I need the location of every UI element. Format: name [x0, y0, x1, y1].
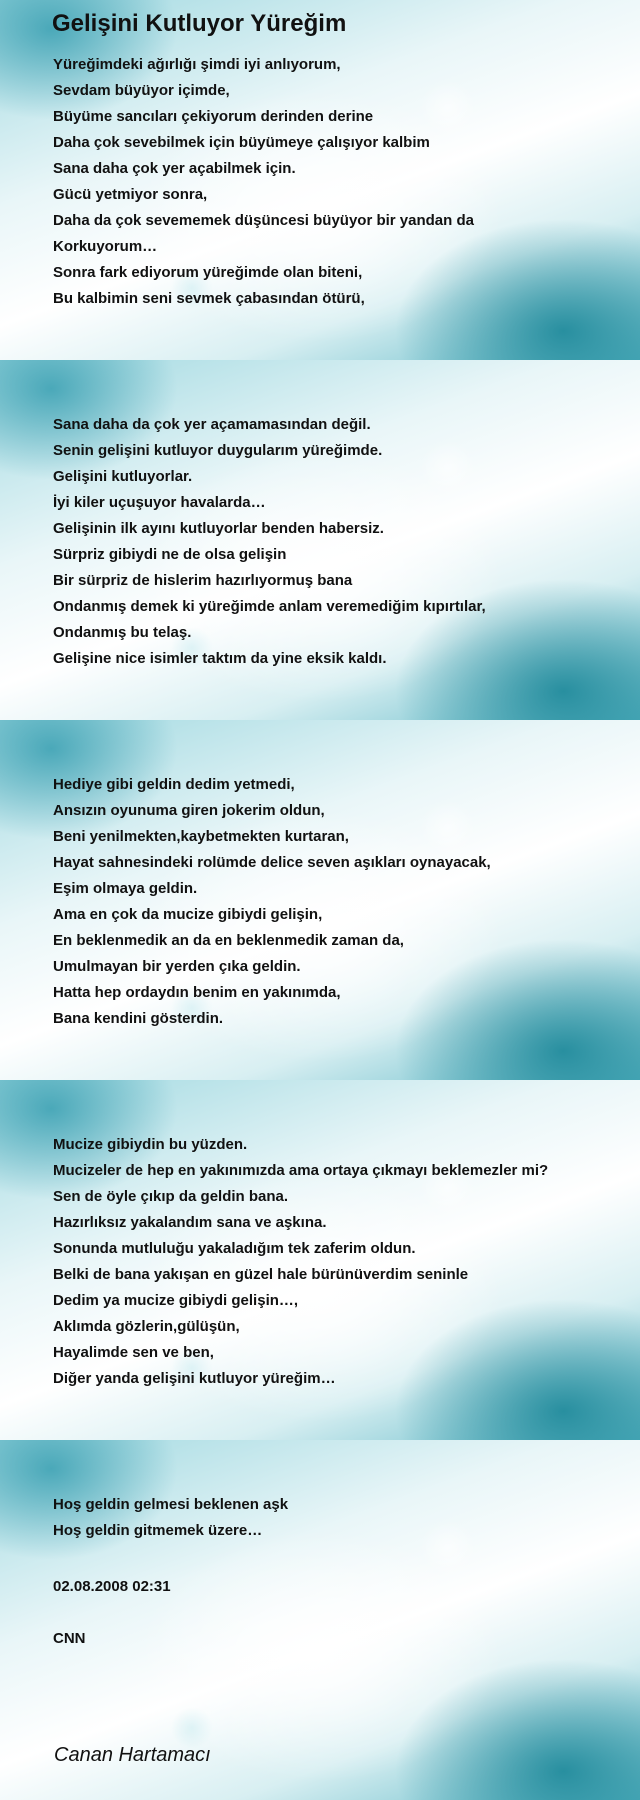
- poem-line: Gelişine nice isimler taktım da yine eksik kaldı.: [53, 650, 387, 667]
- poem-panel-4: [0, 1080, 640, 1440]
- stanza-3: [53, 772, 491, 1032]
- stanza-2: [53, 412, 486, 672]
- poem-line: Sürpriz gibiydi ne de olsa gelişin: [53, 546, 287, 563]
- poem-panel-1: [0, 0, 640, 360]
- poem-line: Ondanmış bu telaş.: [53, 624, 192, 641]
- poem-line: Bana kendini gösterdin.: [53, 1010, 224, 1027]
- poem-line: Sevdam büyüyor içimde,: [53, 82, 230, 99]
- poem-panel-3: [0, 720, 640, 1080]
- poem-line: Eşim olmaya geldin.: [53, 880, 198, 897]
- poem-line: Gelişini kutluyorlar.: [53, 468, 193, 485]
- poem-line: Sonra fark ediyorum yüreğimde olan biteni,: [53, 264, 363, 281]
- poem-line: Ondanmış demek ki yüreğimde anlam veremediğim kıpırtılar,: [53, 598, 486, 615]
- poem-date: 02.08.2008 02:31: [53, 1578, 171, 1595]
- poem-line: Belki de bana yakışan en güzel hale bürünüverdim seninle: [53, 1266, 469, 1283]
- poem-line: Hayalimde sen ve ben,: [53, 1344, 214, 1361]
- poem-line: Yüreğimdeki ağırlığı şimdi iyi anlıyorum,: [53, 56, 341, 73]
- poem-line: Daha da çok sevememek düşüncesi büyüyor bir yandan da: [53, 212, 474, 229]
- poem-line: Sana daha da çok yer açamamasından değil.: [53, 416, 371, 433]
- poem-line: Mucize gibiydin bu yüzden.: [53, 1136, 248, 1153]
- stanza-5: [53, 1492, 288, 1544]
- poem-line: Ansızın oyunuma giren jokerim oldun,: [53, 802, 325, 819]
- poem-source: CNN: [53, 1630, 86, 1647]
- poem-line: Hatta hep ordaydın benim en yakınımda,: [53, 984, 341, 1001]
- poem-line: Sen de öyle çıkıp da geldin bana.: [53, 1188, 289, 1205]
- poem-line: Senin gelişini kutluyor duygularım yüreğimde.: [53, 442, 383, 459]
- poem-line: Hediye gibi geldin dedim yetmedi,: [53, 776, 295, 793]
- poem-panel-5: [0, 1440, 640, 1800]
- poem-line: Hazırlıksız yakalandım sana ve aşkına.: [53, 1214, 327, 1231]
- poem-line: Mucizeler de hep en yakınımızda ama ortaya çıkmayı beklemezler mi?: [53, 1162, 549, 1179]
- poem-line: Hayat sahnesindeki rolümde delice seven aşıkları oynayacak,: [53, 854, 491, 871]
- poem-line: Korkuyorum…: [53, 238, 158, 255]
- poem-line: Aklımda gözlerin,gülüşün,: [53, 1318, 240, 1335]
- poem-title: Gelişini Kutluyor Yüreğim: [52, 10, 347, 37]
- poem-line: İyi kiler uçuşuyor havalarda…: [53, 494, 266, 511]
- author-signature: Canan Hartamacı: [54, 1744, 211, 1766]
- poem-line: Ama en çok da mucize gibiydi gelişin,: [53, 906, 323, 923]
- poem-line: Bir sürpriz de hislerim hazırlıyormuş bana: [53, 572, 353, 589]
- poem-line: Daha çok sevebilmek için büyümeye çalışıyor kalbim: [53, 134, 430, 151]
- stanza-1: [53, 52, 474, 312]
- poem-line: Hoş geldin gitmemek üzere…: [53, 1522, 263, 1539]
- poem-line: Dedim ya mucize gibiydi gelişin…,: [53, 1292, 299, 1309]
- poem-line: En beklenmedik an da en beklenmedik zaman da,: [53, 932, 404, 949]
- poem-line: Sana daha çok yer açabilmek için.: [53, 160, 296, 177]
- poem-line: Hoş geldin gelmesi beklenen aşk: [53, 1496, 289, 1513]
- poem-line: Sonunda mutluluğu yakaladığım tek zaferim oldun.: [53, 1240, 416, 1257]
- stanza-4: [53, 1132, 548, 1392]
- poem-line: Diğer yanda gelişini kutluyor yüreğim…: [53, 1370, 336, 1387]
- poem-line: Gücü yetmiyor sonra,: [53, 186, 208, 203]
- poem-panel-2: [0, 360, 640, 720]
- poem-line: Büyüme sancıları çekiyorum derinden derine: [53, 108, 374, 125]
- poem-line: Umulmayan bir yerden çıka geldin.: [53, 958, 301, 975]
- poem-line: Bu kalbimin seni sevmek çabasından ötürü,: [53, 290, 365, 307]
- poem-line: Beni yenilmekten,kaybetmekten kurtaran,: [53, 828, 349, 845]
- poem-line: Gelişinin ilk ayını kutluyorlar benden habersiz.: [53, 520, 384, 537]
